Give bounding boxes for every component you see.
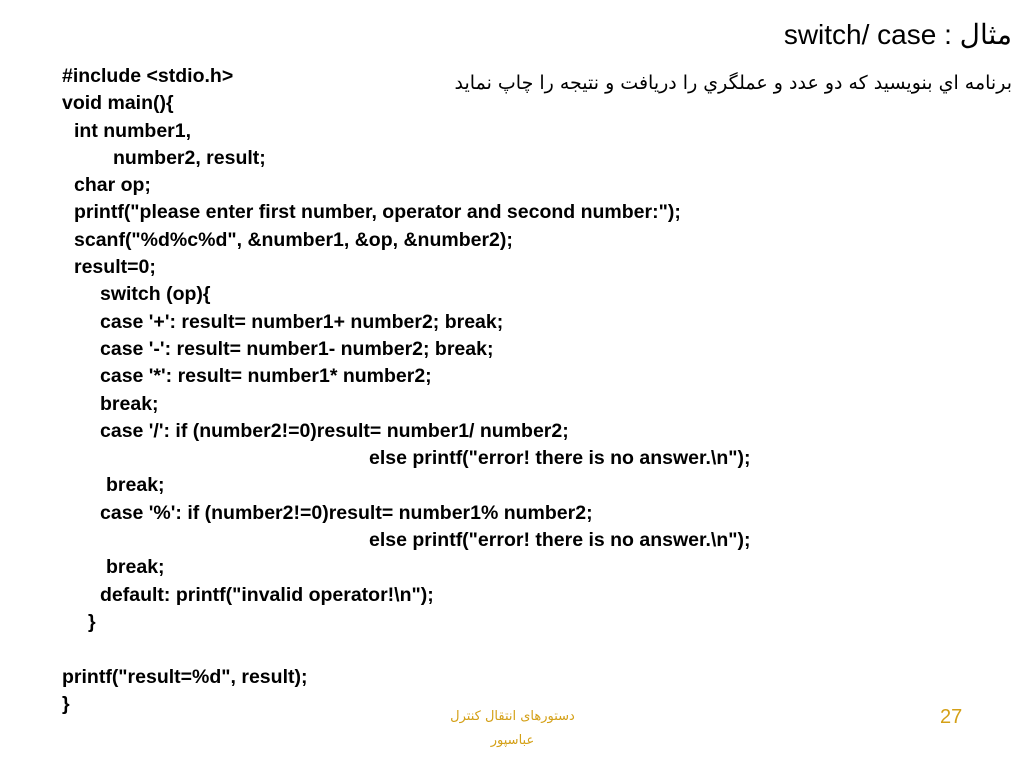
slide-title xyxy=(784,18,1012,51)
slide-description: برنامه اي بنويسيد كه دو عدد و عملگري را دريافت و نتيجه را چاپ نمايد xyxy=(454,72,1012,94)
title-latin: switch/ case xyxy=(783,19,937,50)
code-block xyxy=(62,63,751,718)
footer-topic: دستورهای انتقال کنترل xyxy=(450,709,575,724)
code-line: printf("result=%d", result); xyxy=(62,665,308,688)
title-arabic: مثال : xyxy=(944,19,1012,50)
page-number: 27 xyxy=(940,706,963,728)
code-line: default: printf("invalid operator!\n"); xyxy=(100,583,434,606)
code-line: int number1, xyxy=(74,119,192,142)
code-line: printf("please enter first number, operator and second number:"); xyxy=(74,201,681,224)
code-line: } xyxy=(88,610,96,633)
code-line: case '*': result= number1* number2; xyxy=(100,365,432,388)
code-line: case '+': result= number1+ number2; break; xyxy=(100,310,504,333)
code-line: number2, result; xyxy=(113,146,266,169)
code-line: else printf("error! there is no answer.\n"); xyxy=(369,447,751,470)
code-line: } xyxy=(62,692,70,715)
code-line: else printf("error! there is no answer.\n"); xyxy=(369,529,751,552)
code-line: break; xyxy=(106,474,165,497)
code-line xyxy=(62,636,751,663)
code-line: break; xyxy=(100,392,159,415)
code-line: void main(){ xyxy=(62,92,174,115)
code-line: case '-': result= number1- number2; break; xyxy=(100,337,494,360)
footer-author: عباسپور xyxy=(490,733,535,748)
footer-caption xyxy=(420,705,605,753)
code-line: #include <stdio.h> xyxy=(62,65,234,87)
code-line: case '/': if (number2!=0)result= number1/ number2; xyxy=(100,419,569,442)
code-line: result=0; xyxy=(74,256,156,279)
code-line: scanf("%d%c%d", &number1, &op, &number2); xyxy=(74,228,513,251)
code-line: switch (op){ xyxy=(100,283,211,306)
code-line: break; xyxy=(106,556,165,579)
code-line: case '%': if (number2!=0)result= number1% number2; xyxy=(100,501,593,524)
code-line: char op; xyxy=(74,174,151,197)
